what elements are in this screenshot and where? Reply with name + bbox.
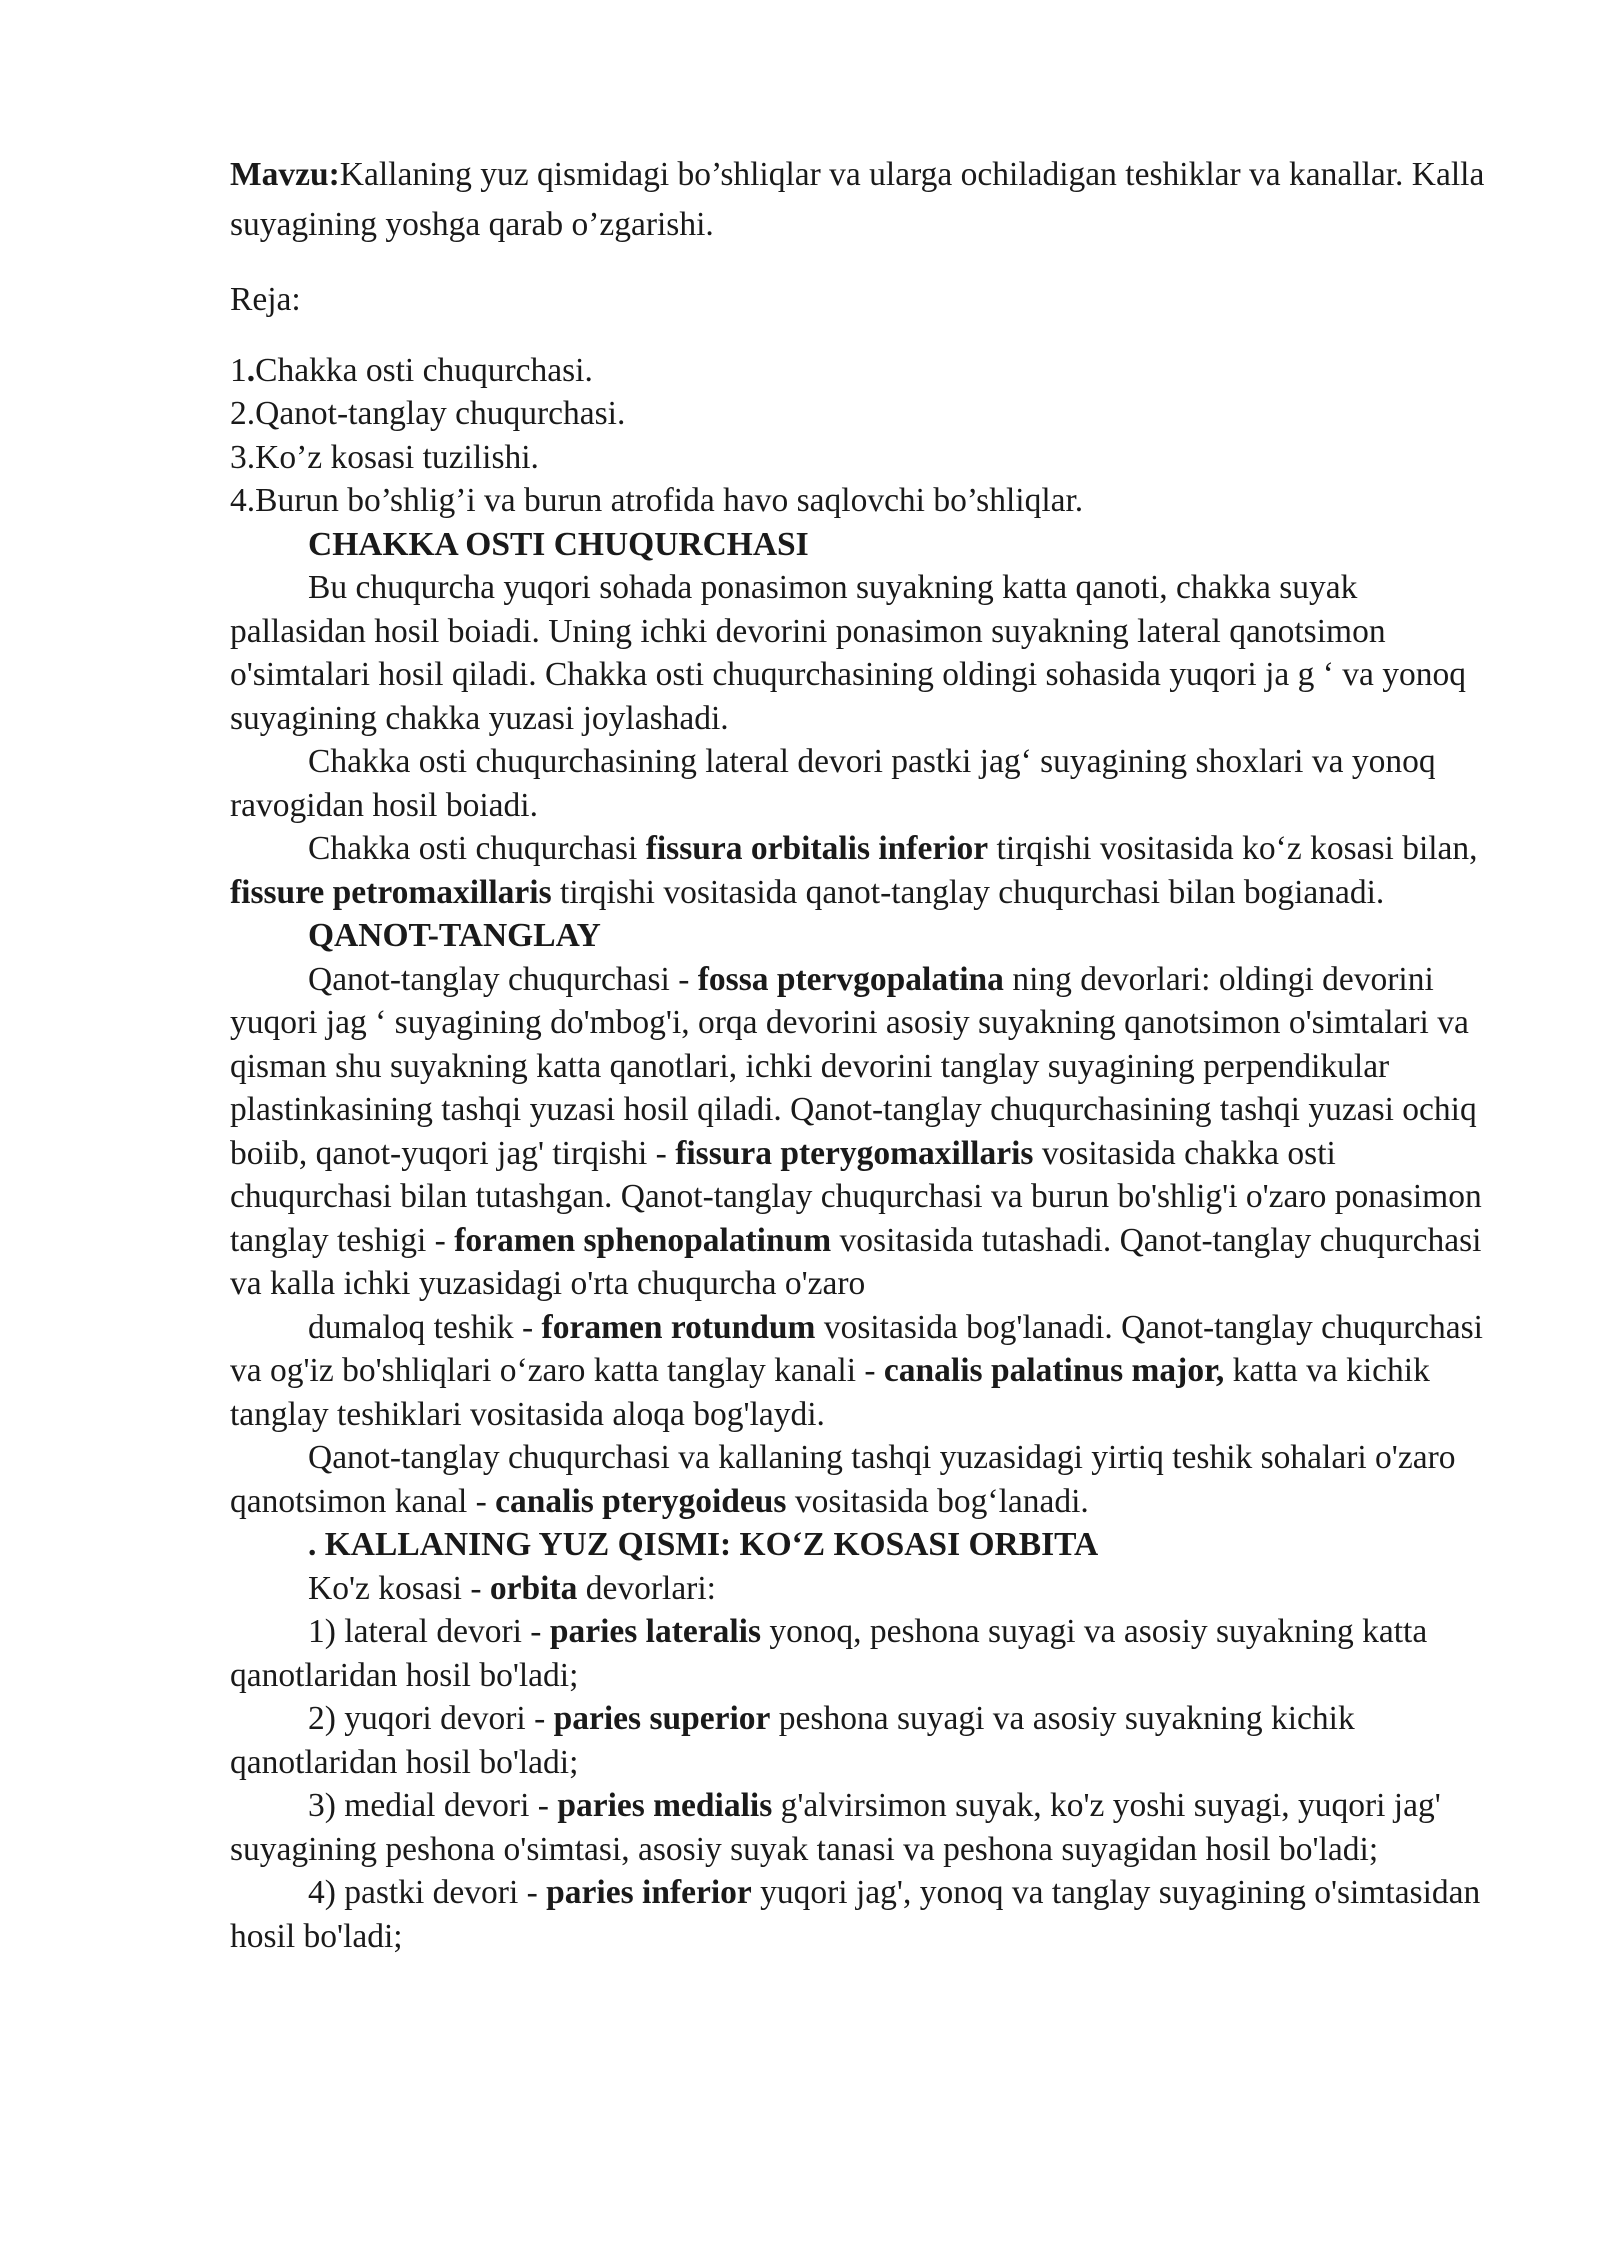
section-heading-chakka: CHAKKA OSTI CHUQURCHASI bbox=[308, 525, 809, 563]
latin-term: orbita bbox=[489, 1569, 578, 1607]
plan-item: 3.Ko’z kosasi tuzilishi. bbox=[230, 438, 539, 476]
latin-term: canalis pterygoideus bbox=[495, 1482, 787, 1520]
latin-term: foramen sphenopalatinum bbox=[454, 1221, 832, 1259]
plan-item: 1.Chakka osti chuqurchasi. bbox=[230, 351, 593, 389]
paragraph: Chakka osti chuqurchasining lateral devori pastki jag‘ suyagining shoxlari va yonoq ravogidan hosil boiadi. bbox=[230, 743, 1436, 824]
latin-term: fissura pterygomaxillaris bbox=[675, 1134, 1034, 1172]
latin-term: paries inferior bbox=[546, 1874, 752, 1911]
plan-label: Reja: bbox=[230, 281, 301, 318]
paragraph: Chakka osti chuqurchasi fissura orbitalis inferior tirqishi vositasida ko‘z kosasi bilan, fissure petromaxillaris tirqishi vositasida qanot-tanglay chuqurchasi bilan bogianadi. bbox=[230, 830, 1478, 911]
paragraph: dumaloq teshik - foramen rotundum vositasida bog'lanadi. Qanot-tanglay chuqurchasi va og'iz bo'shliqlari o‘zaro katta tanglay kanali - canalis palatinus major, katta va kichik tanglay teshiklari vositasida aloqa bog'laydi. bbox=[230, 1308, 1483, 1433]
document-page bbox=[230, 150, 1500, 1958]
latin-term: paries medialis bbox=[557, 1787, 773, 1824]
wall-item: 3) medial devori - paries medialis g'alvirsimon suyak, ko'z yoshi suyagi, yuqori jag' suyagining peshona o'simtasi, asosiy suyak tanasi va peshona suyagidan hosil bo'ladi; bbox=[230, 1787, 1441, 1868]
wall-item: 1) lateral devori - paries lateralis yonoq, peshona suyagi va asosiy suyakning katta qanotlaridan hosil bo'ladi; bbox=[230, 1613, 1428, 1694]
paragraph: Ko'z kosasi - orbita devorlari: bbox=[308, 1569, 716, 1607]
plan-item: 2.Qanot-tanglay chuqurchasi. bbox=[230, 395, 626, 432]
latin-term: fissure petromaxillaris bbox=[230, 873, 552, 911]
section-heading-orbita: . KALLANING YUZ QISMI: KO‘Z KOSASI ORBITA bbox=[308, 1526, 1099, 1563]
latin-term: fossa ptervgopalatina bbox=[697, 960, 1004, 998]
plan-list bbox=[230, 349, 1500, 523]
topic-label: Mavzu: bbox=[230, 156, 340, 193]
latin-term: paries lateralis bbox=[549, 1613, 762, 1650]
latin-term: canalis palatinus major, bbox=[883, 1352, 1225, 1389]
wall-item: 2) yuqori devori - paries superior peshona suyagi va asosiy suyakning kichik qanotlaridan hosil bo'ladi; bbox=[230, 1700, 1355, 1781]
latin-term: fissura orbitalis inferior bbox=[645, 830, 989, 867]
paragraph: Bu chuqurcha yuqori sohada ponasimon suyakning katta qanoti, chakka suyak pallasidan hosil boiadi. Uning ichki devorini ponasimon suyakning lateral qanotsimon o'simtalari hosil qiladi. Chakka osti chuqurchasining oldingi sohasida yuqori ja g ‘ va yonoq suyagining chakka yuzasi joylashadi. bbox=[230, 569, 1467, 737]
latin-term: paries superior bbox=[553, 1700, 771, 1737]
paragraph: Qanot-tanglay chuqurchasi - fossa ptervgopalatina ning devorlari: oldingi devorini yuqori jag ‘ suyagining do'mbog'i, orqa devorini asosiy suyakning qanotsimon o'simtalari va qisman shu suyakning katta qanotlari, ichki devorini tanglay suyagining perpendikular plastinkasining tashqi yuzasi hosil qiladi. Qanot-tanglay chuqurchasining tashqi yuzasi ochiq boiib, qanot-yuqori jag' tirqishi - fissura pterygomaxillaris vositasida chakka osti chuqurchasi bilan tutashgan. Qanot-tanglay chuqurchasi va burun bo'shlig'i o'zaro ponasimon tanglay teshigi - foramen sphenopalatinum vositasida tutashadi. Qanot-tanglay chuqurchasi va kalla ichki yuzasidagi o'rta chuqurcha o'zaro bbox=[230, 960, 1482, 1302]
plan-item: 4.Burun bo’shlig’i va burun atrofida havo saqlovchi bo’shliqlar. bbox=[230, 482, 1084, 519]
topic-paragraph bbox=[230, 150, 1500, 250]
paragraph: Qanot-tanglay chuqurchasi va kallaning tashqi yuzasidagi yirtiq teshik sohalari o'zaro qanotsimon kanal - canalis pterygoideus vositasida bog‘lanadi. bbox=[230, 1439, 1456, 1520]
topic-text: Kallaning yuz qismidagi bo’shliqlar va ularga ochiladigan teshiklar va kanallar. Kalla suyagining yoshga qarab o’zgarishi. bbox=[230, 156, 1485, 243]
latin-term: foramen rotundum bbox=[541, 1308, 816, 1346]
wall-item: 4) pastki devori - paries inferior yuqori jag', yonoq va tanglay suyagining o'simtasidan hosil bo'ladi; bbox=[230, 1874, 1481, 1955]
section-heading-qanot: QANOT-TANGLAY bbox=[308, 917, 601, 954]
